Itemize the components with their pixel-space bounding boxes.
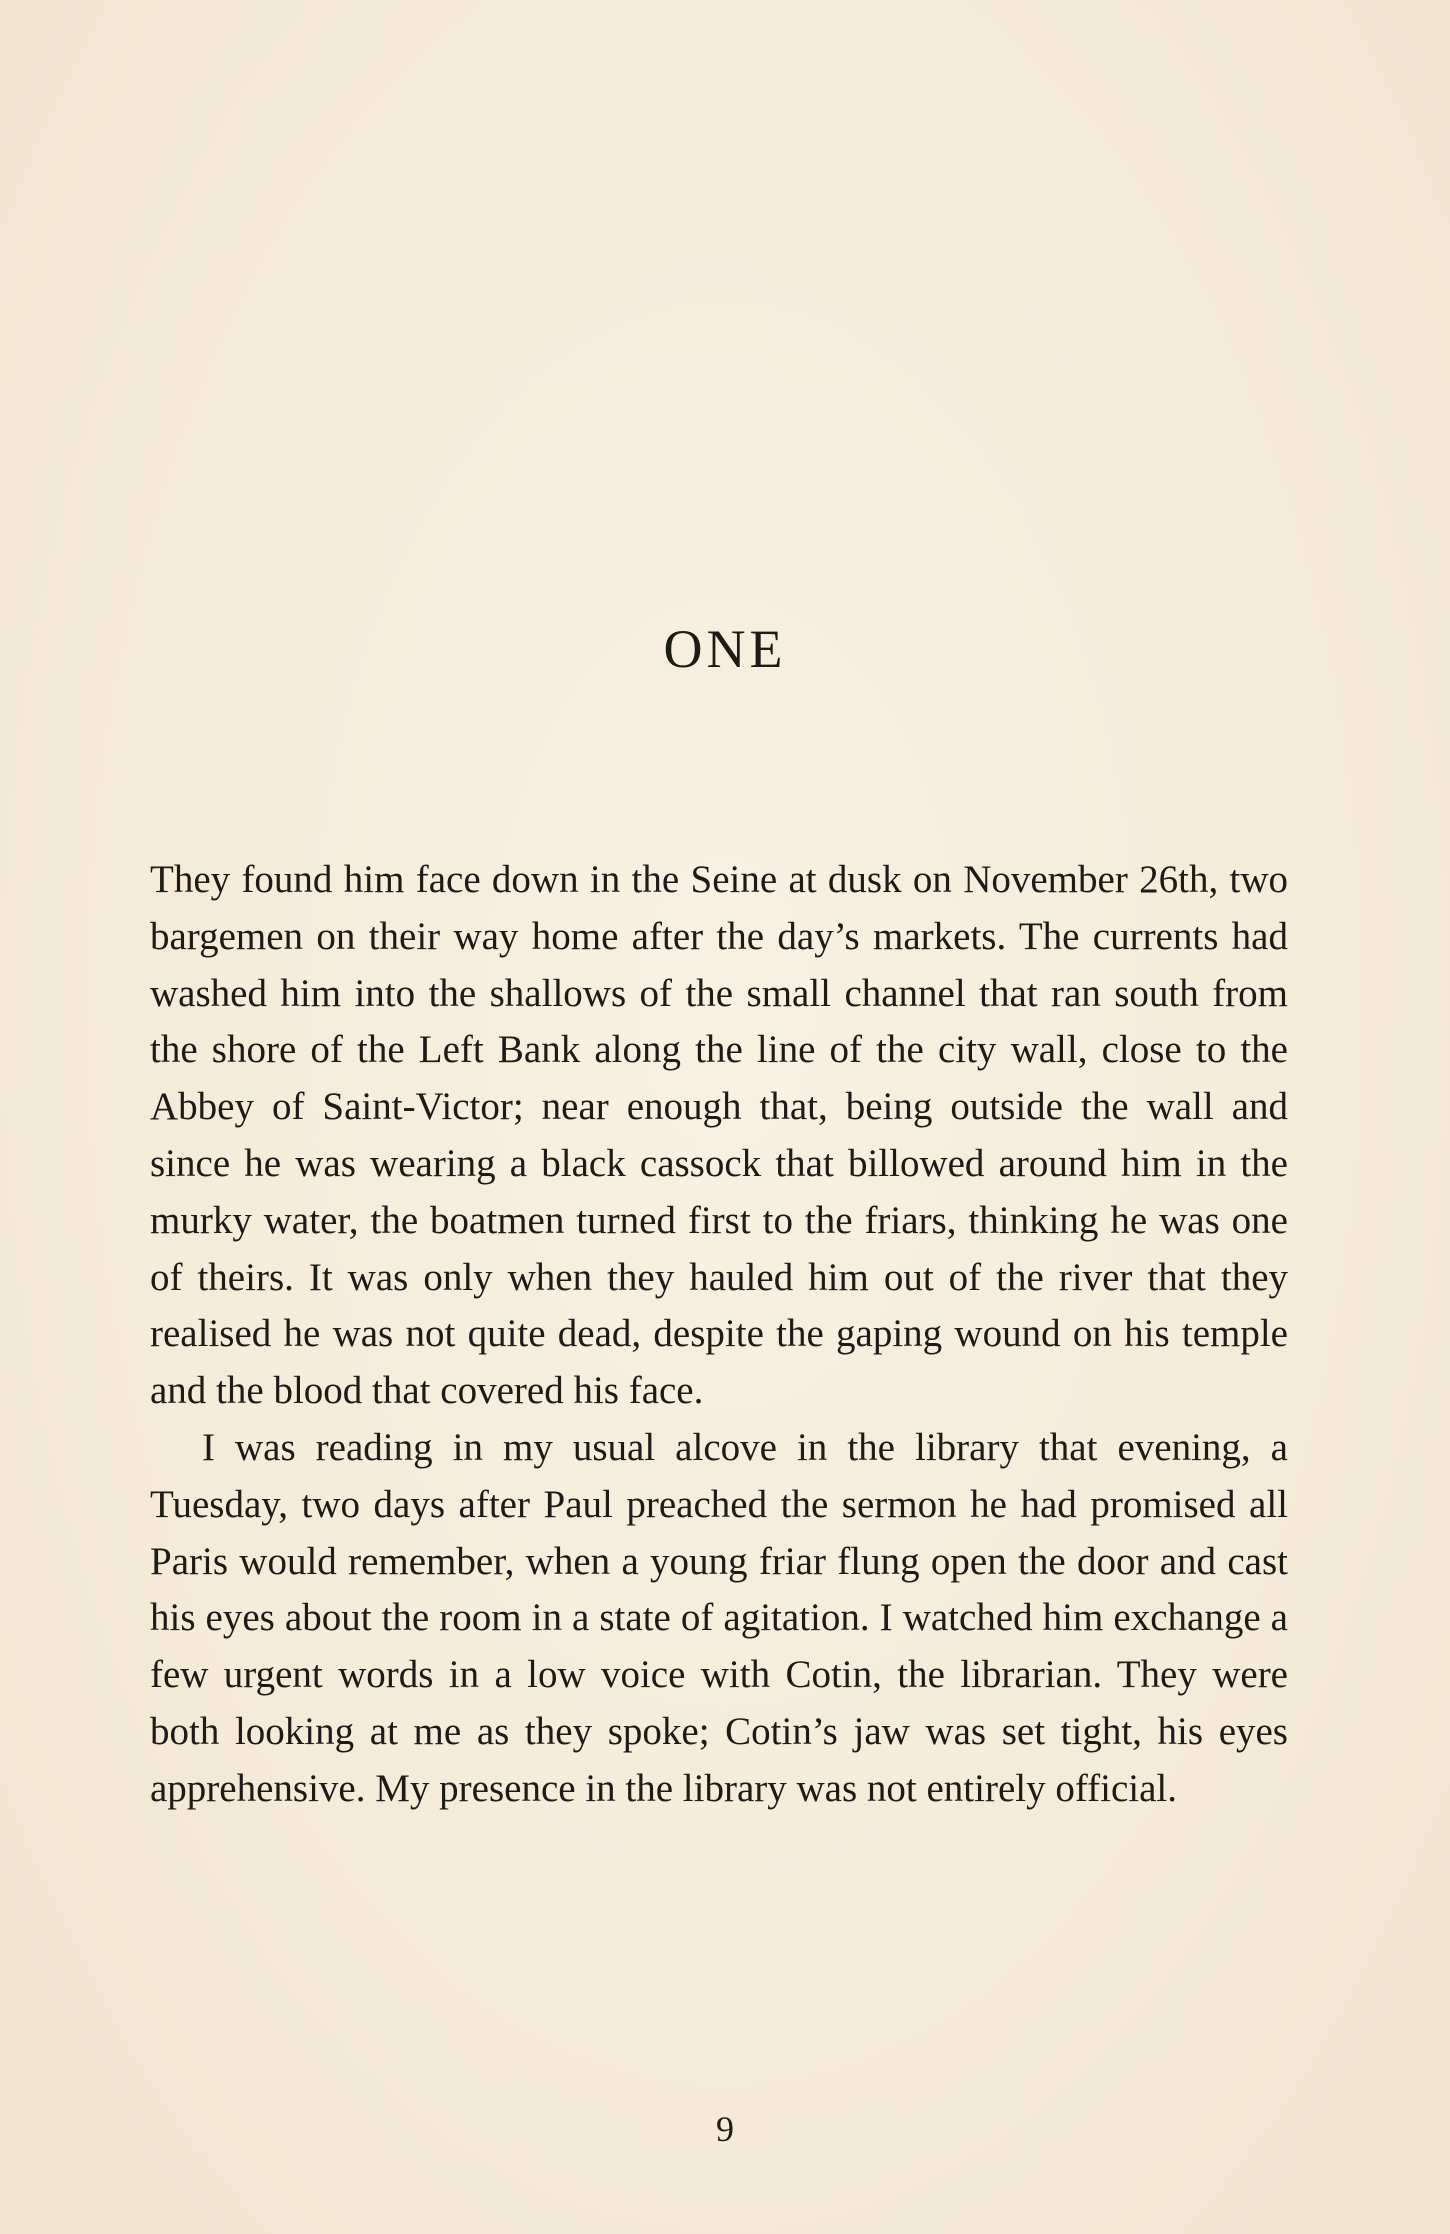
chapter-title: ONE xyxy=(663,619,787,679)
chapter-body xyxy=(150,852,1288,1818)
paragraph-1: They found him face down in the Seine at dusk on November 26th, two bargemen on their way home after the day’s markets. The currents had washed him into the shallows of the small channel that ran south from the shore of the Left Bank along the line of the city wall, close to the Abbey of Saint-Victor; near enough that, being outside the wall and since he was wearing a black cassock that billowed around him in the murky water, the boatmen turned first to the friars, thinking he was one of theirs. It was only when they hauled him out of the river that they realised he was not quite dead, despite the gaping wound on his temple and the blood that covered his face. xyxy=(150,858,1288,1413)
page-number: 9 xyxy=(716,2109,734,2149)
paragraph-2: I was reading in my usual alcove in the library that evening, a Tuesday, two days after Paul preached the sermon he had promised all Paris would remember, when a young friar flung open the door and cast his eyes about the room in a state of agitation. I watched him exchange a few urgent words in a low voice with Cotin, the librarian. They were both looking at me as they spoke; Cotin’s jaw was set tight, his eyes apprehensive. My presence in the library was not entirely official. xyxy=(150,1425,1288,1810)
